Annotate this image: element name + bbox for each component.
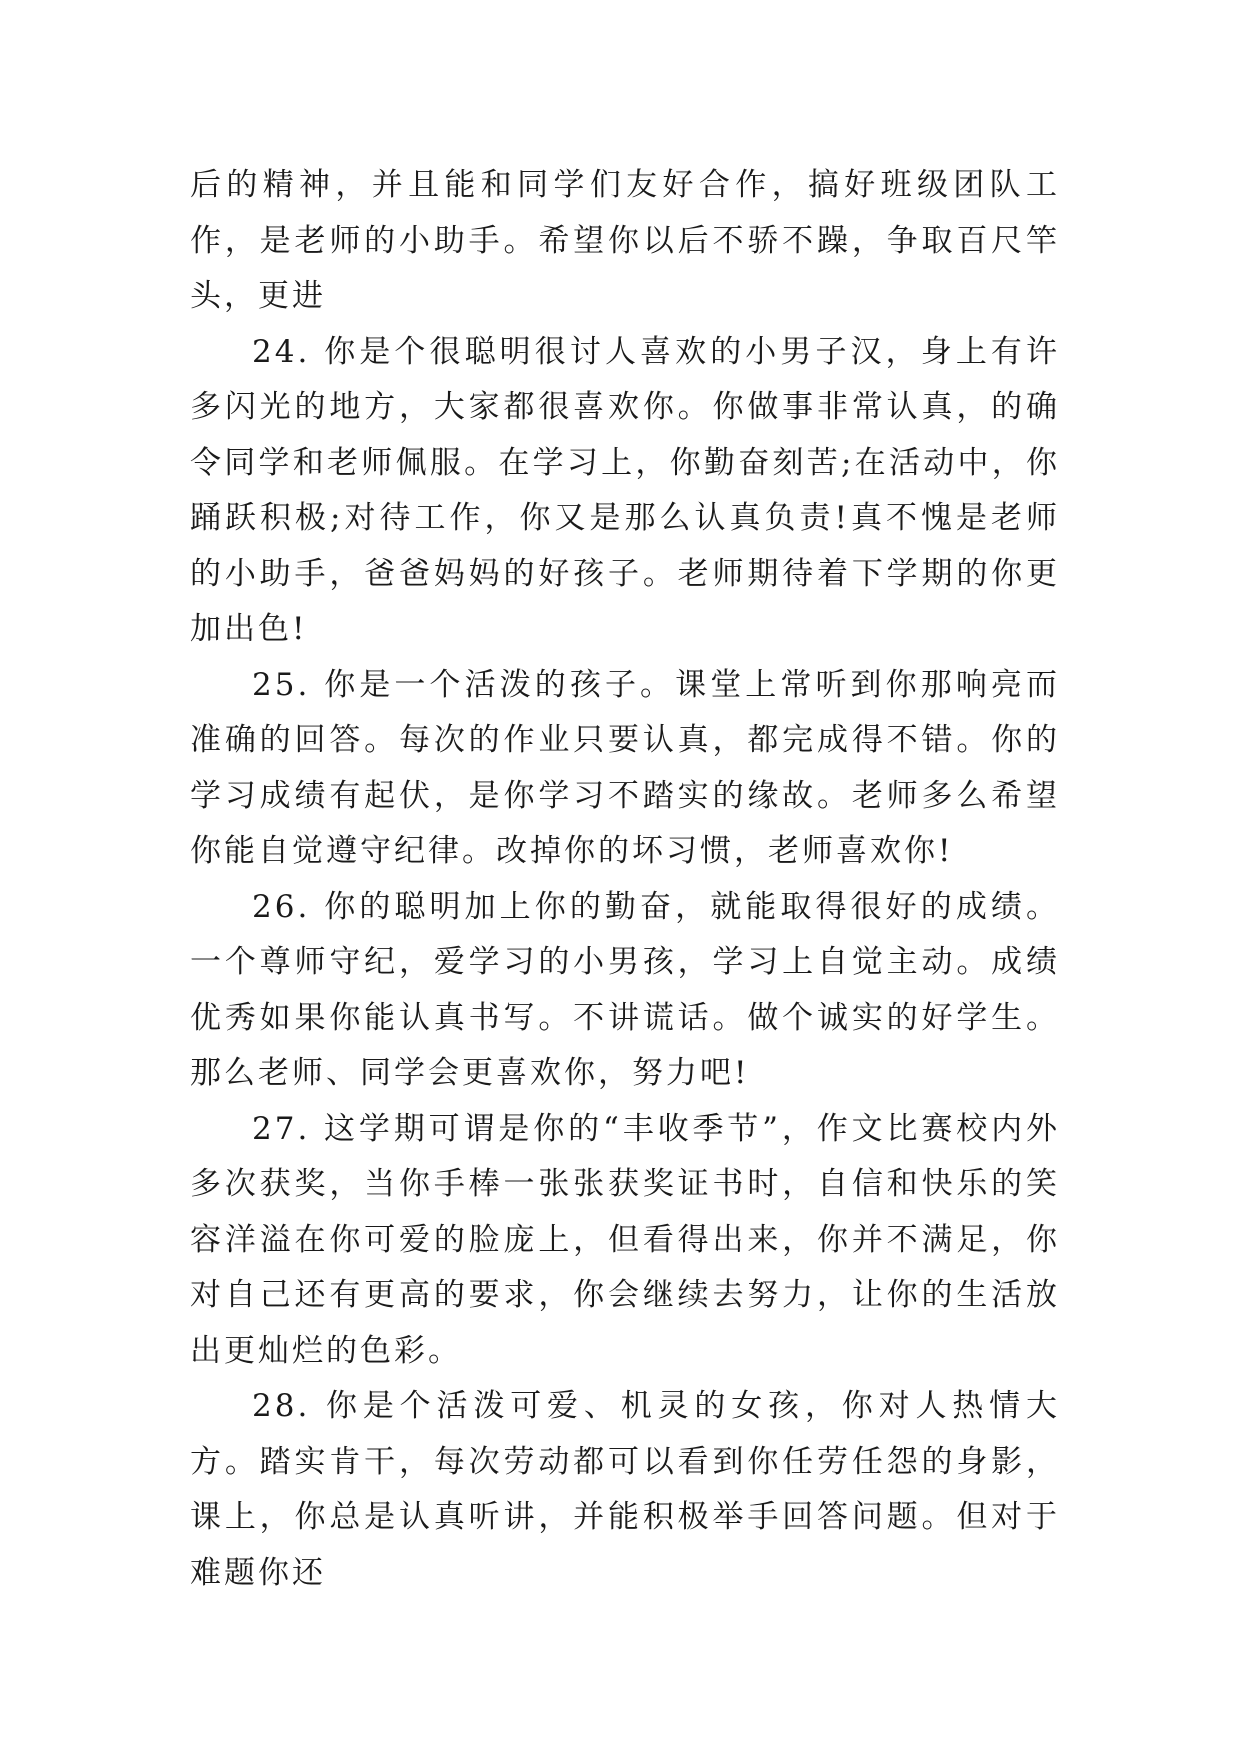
paragraph-28: 28. 你是个活泼可爱、机灵的女孩，你对人热情大方。踏实肯干，每次劳动都可以看到你任劳任怨的身影，课上，你总是认真听讲，并能积极举手回答问题。但对于难题你还: [190, 1388, 1060, 1591]
paragraph-27: 27. 这学期可谓是你的“丰收季节”，作文比赛校内外多次获奖，当你手棒一张张获奖证书时，自信和快乐的笑容洋溢在你可爱的脸庞上，但看得出来，你并不满足，你对自己还有更高的要求，你会继续去努力，让你的生活放出更灿烂的色彩。: [190, 1110, 1060, 1369]
paragraph-26: 26. 你的聪明加上你的勤奋，就能取得很好的成绩。一个尊师守纪，爱学习的小男孩，学习上自觉主动。成绩优秀如果你能认真书写。不讲谎话。做个诚实的好学生。那么老师、同学会更喜欢你，努力吧!: [190, 888, 1060, 1091]
paragraph-25: 25. 你是一个活泼的孩子。课堂上常听到你那响亮而准确的回答。每次的作业只要认真，都完成得不错。你的学习成绩有起伏，是你学习不踏实的缘故。老师多么希望你能自觉遵守纪律。改掉你的坏习惯，老师喜欢你!: [190, 666, 1060, 869]
paragraph-24: 24. 你是个很聪明很讨人喜欢的小男子汉，身上有许多闪光的地方，大家都很喜欢你。你做事非常认真，的确令同学和老师佩服。在学习上，你勤奋刻苦;在活动中，你踊跃积极;对待工作，你又是那么认真负责!真不愧是老师的小助手，爸爸妈妈的好孩子。老师期待着下学期的你更加出色!: [190, 333, 1060, 647]
paragraph-continuation: 后的精神，并且能和同学们友好合作，搞好班级团队工作，是老师的小助手。希望你以后不骄不躁，争取百尺竿头，更进: [190, 167, 1060, 314]
document-body: [190, 158, 1060, 1601]
